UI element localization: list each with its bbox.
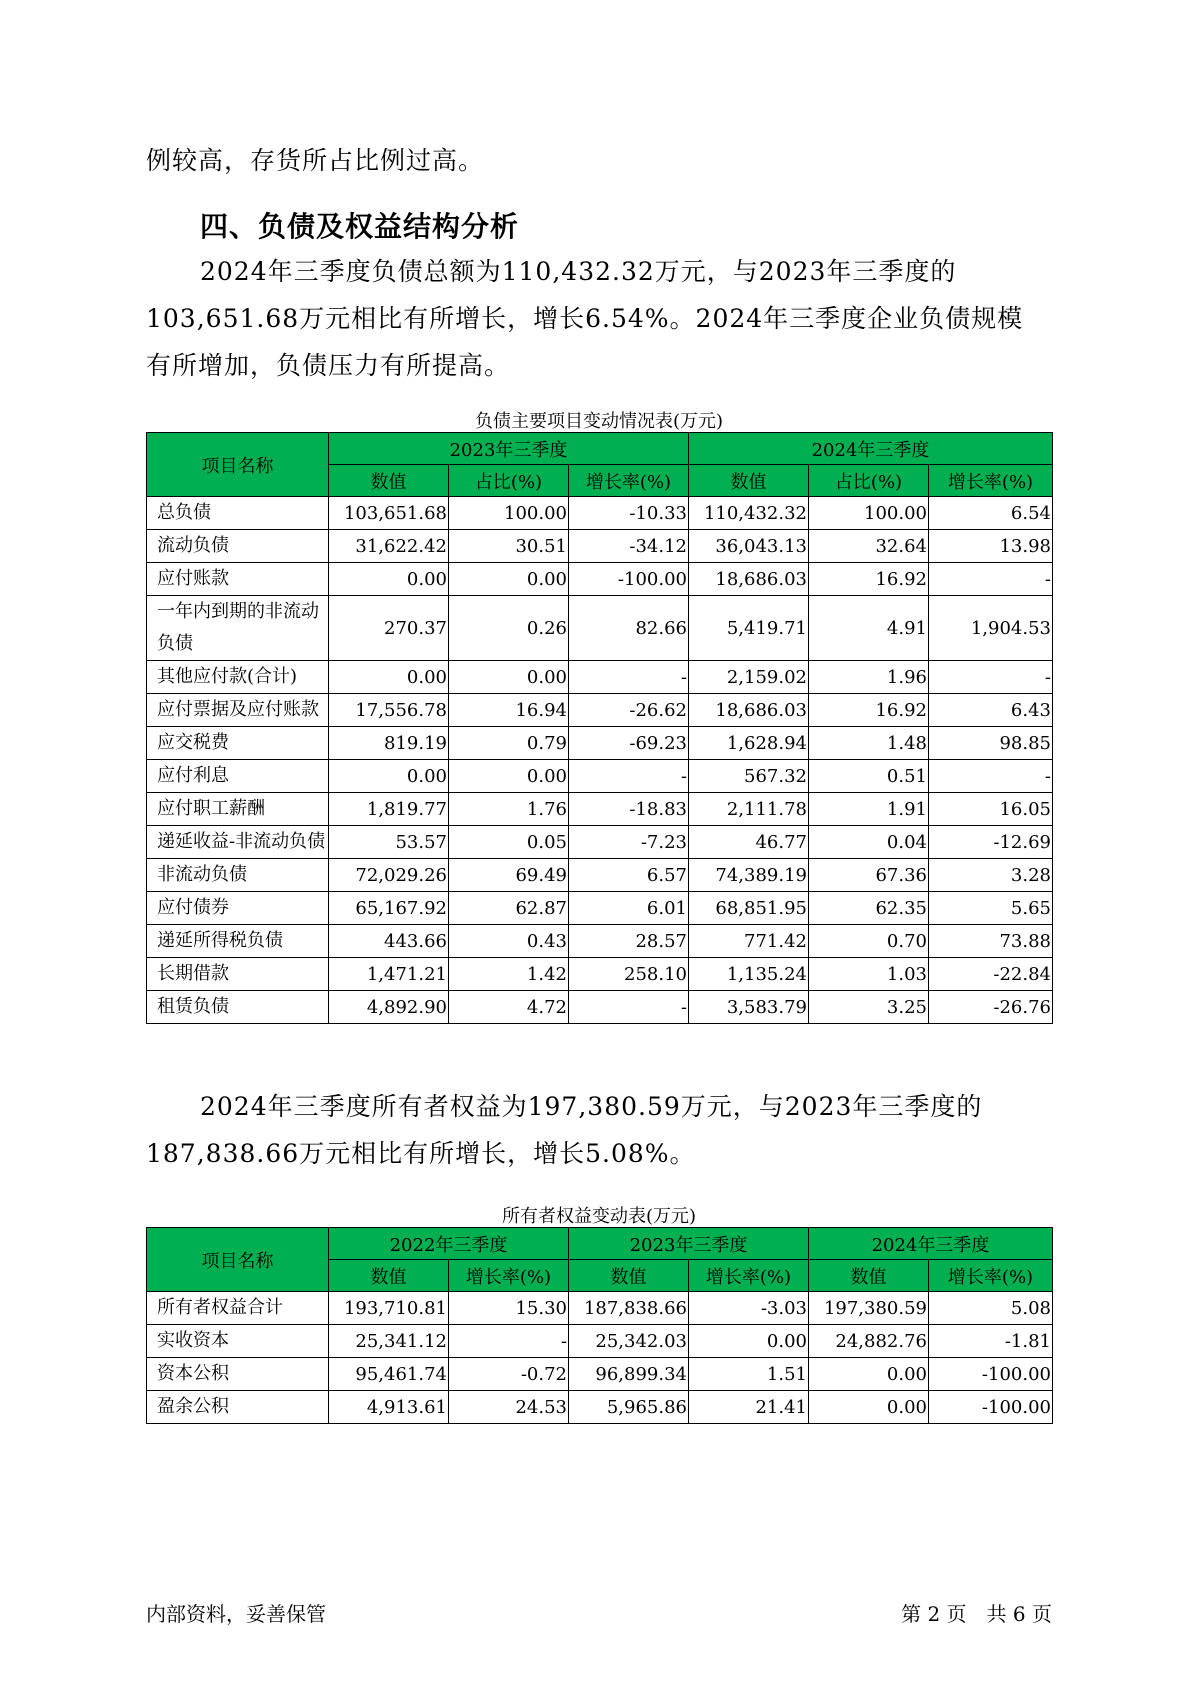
cell-value: 6.43 [929, 694, 1053, 727]
row-name: 应付利息 [147, 760, 329, 793]
cell-value: -1.81 [929, 1325, 1053, 1358]
cell-value: 13.98 [929, 530, 1053, 563]
cell-value: 1,135.24 [689, 958, 809, 991]
table-row [147, 892, 1053, 925]
row-name: 递延收益-非流动负债 [147, 826, 329, 859]
cell-value: -10.33 [569, 497, 689, 530]
cell-value: 46.77 [689, 826, 809, 859]
sub-header: 占比(%) [809, 465, 929, 497]
cell-value: 5.08 [929, 1292, 1053, 1325]
cell-value: 25,341.12 [329, 1325, 449, 1358]
cell-value: - [569, 760, 689, 793]
cell-value: 16.94 [449, 694, 569, 727]
table-row [147, 925, 1053, 958]
cell-value: 0.00 [689, 1325, 809, 1358]
cell-value: 17,556.78 [329, 694, 449, 727]
cell-value: -100.00 [929, 1391, 1053, 1424]
table1-caption: 负债主要项目变动情况表(万元) [474, 411, 724, 432]
period-header: 2023年三季度 [569, 1228, 809, 1260]
cell-value: -100.00 [929, 1358, 1053, 1391]
row-name: 应付职工薪酬 [147, 793, 329, 826]
table-row [147, 1292, 1053, 1325]
cell-value: 567.32 [689, 760, 809, 793]
row-name: 总负债 [147, 497, 329, 530]
cell-value: 0.05 [449, 826, 569, 859]
period-header: 2023年三季度 [329, 433, 689, 465]
cell-value: 3.28 [929, 859, 1053, 892]
cell-value: -12.69 [929, 826, 1053, 859]
footer-confidential: 内部资料，妥善保管 [146, 1602, 326, 1626]
sub-header: 数值 [569, 1260, 689, 1292]
table-row [147, 760, 1053, 793]
cell-value: 67.36 [809, 859, 929, 892]
cell-value: 5,965.86 [569, 1391, 689, 1424]
cell-value: 1.03 [809, 958, 929, 991]
table-row [147, 727, 1053, 760]
cell-value: 69.49 [449, 859, 569, 892]
table-row [147, 1325, 1053, 1358]
row-name: 一年内到期的非流动负债 [147, 596, 329, 661]
cell-value: 62.35 [809, 892, 929, 925]
sub-header: 增长率(%) [689, 1260, 809, 1292]
table-row [147, 793, 1053, 826]
sub-header: 增长率(%) [449, 1260, 569, 1292]
cell-value: 5.65 [929, 892, 1053, 925]
row-name: 递延所得税负债 [147, 925, 329, 958]
section-heading: 四、负债及权益结构分析 [200, 210, 520, 243]
cell-value: 98.85 [929, 727, 1053, 760]
liabilities-table [146, 432, 1053, 1024]
row-name: 非流动负债 [147, 859, 329, 892]
row-name: 其他应付款(合计) [147, 661, 329, 694]
cell-value: 100.00 [809, 497, 929, 530]
cell-value: 0.51 [809, 760, 929, 793]
cell-value: 36,043.13 [689, 530, 809, 563]
cell-value: 1,628.94 [689, 727, 809, 760]
sub-header: 增长率(%) [929, 1260, 1053, 1292]
cell-value: 3.25 [809, 991, 929, 1024]
cell-value: 4,913.61 [329, 1391, 449, 1424]
cell-value: 0.00 [449, 563, 569, 596]
cell-value: 1.42 [449, 958, 569, 991]
cell-value: 32.64 [809, 530, 929, 563]
row-name: 盈余公积 [147, 1391, 329, 1424]
cell-value: 30.51 [449, 530, 569, 563]
row-name: 流动负债 [147, 530, 329, 563]
cell-value: - [569, 991, 689, 1024]
cell-value: 16.92 [809, 563, 929, 596]
cell-value: 1.76 [449, 793, 569, 826]
cell-value: 2,159.02 [689, 661, 809, 694]
period-header: 2024年三季度 [689, 433, 1053, 465]
cell-value: -22.84 [929, 958, 1053, 991]
cell-value: 187,838.66 [569, 1292, 689, 1325]
cell-value: - [929, 760, 1053, 793]
cell-value: 0.04 [809, 826, 929, 859]
sub-header: 数值 [329, 1260, 449, 1292]
cell-value: 3,583.79 [689, 991, 809, 1024]
table-row [147, 1391, 1053, 1424]
cell-value: 6.01 [569, 892, 689, 925]
row-name: 应交税费 [147, 727, 329, 760]
table-row [147, 563, 1053, 596]
item-name-header: 项目名称 [147, 433, 329, 497]
sub-header: 数值 [809, 1260, 929, 1292]
sub-header: 增长率(%) [569, 465, 689, 497]
sub-header: 占比(%) [449, 465, 569, 497]
cell-value: 6.54 [929, 497, 1053, 530]
table-row [147, 661, 1053, 694]
footer-page-number: 第 2 页 共 6 页 [901, 1602, 1052, 1626]
cell-value: 0.00 [329, 563, 449, 596]
table-row [147, 530, 1053, 563]
cell-value: 1.51 [689, 1358, 809, 1391]
cell-value: -0.72 [449, 1358, 569, 1391]
equity-table [146, 1227, 1053, 1424]
cell-value: 0.00 [809, 1358, 929, 1391]
cell-value: 771.42 [689, 925, 809, 958]
item-name-header: 项目名称 [147, 1228, 329, 1292]
row-name: 应付账款 [147, 563, 329, 596]
cell-value: 6.57 [569, 859, 689, 892]
cell-value: 1,904.53 [929, 596, 1053, 661]
cell-value: 21.41 [689, 1391, 809, 1424]
row-name: 实收资本 [147, 1325, 329, 1358]
cell-value: 18,686.03 [689, 563, 809, 596]
cell-value: 258.10 [569, 958, 689, 991]
cell-value: 53.57 [329, 826, 449, 859]
row-name: 应付票据及应付账款 [147, 694, 329, 727]
row-name: 资本公积 [147, 1358, 329, 1391]
sub-header: 增长率(%) [929, 465, 1053, 497]
row-name: 应付债券 [147, 892, 329, 925]
cell-value: 28.57 [569, 925, 689, 958]
cell-value: 0.70 [809, 925, 929, 958]
cell-value: 82.66 [569, 596, 689, 661]
sub-header: 数值 [329, 465, 449, 497]
cell-value: 62.87 [449, 892, 569, 925]
table-row [147, 958, 1053, 991]
cell-value: -18.83 [569, 793, 689, 826]
cell-value: 0.26 [449, 596, 569, 661]
table-row [147, 497, 1053, 530]
period-header: 2024年三季度 [809, 1228, 1053, 1260]
paragraph-equity [146, 1083, 1046, 1177]
cell-value: 103,651.68 [329, 497, 449, 530]
cell-value: 95,461.74 [329, 1358, 449, 1391]
cell-value: 68,851.95 [689, 892, 809, 925]
cell-value: 16.05 [929, 793, 1053, 826]
row-name: 长期借款 [147, 958, 329, 991]
cell-value: - [449, 1325, 569, 1358]
cell-value: 4.91 [809, 596, 929, 661]
row-name: 所有者权益合计 [147, 1292, 329, 1325]
cell-value: 193,710.81 [329, 1292, 449, 1325]
cell-value: 74,389.19 [689, 859, 809, 892]
cell-value: 100.00 [449, 497, 569, 530]
cell-value: -69.23 [569, 727, 689, 760]
table-row [147, 859, 1053, 892]
paragraph-equity-text: 2024年三季度所有者权益为197,380.59万元，与2023年三季度的187,838.66万元相比有所增长，增长5.08%。 [146, 1092, 983, 1168]
cell-value: -34.12 [569, 530, 689, 563]
cell-value: 73.88 [929, 925, 1053, 958]
cell-value: 0.43 [449, 925, 569, 958]
row-name: 租赁负债 [147, 991, 329, 1024]
cell-value: - [929, 661, 1053, 694]
cell-value: 5,419.71 [689, 596, 809, 661]
table-row [147, 991, 1053, 1024]
cell-value: -26.62 [569, 694, 689, 727]
cell-value: 1.48 [809, 727, 929, 760]
cell-value: 65,167.92 [329, 892, 449, 925]
cell-value: 18,686.03 [689, 694, 809, 727]
cell-value: 24,882.76 [809, 1325, 929, 1358]
period-header: 2022年三季度 [329, 1228, 569, 1260]
cell-value: 0.00 [449, 661, 569, 694]
cell-value: 1,819.77 [329, 793, 449, 826]
table-row [147, 826, 1053, 859]
cell-value: 0.79 [449, 727, 569, 760]
cell-value: 24.53 [449, 1391, 569, 1424]
cell-value: 4.72 [449, 991, 569, 1024]
cell-value: -26.76 [929, 991, 1053, 1024]
cell-value: 1.91 [809, 793, 929, 826]
cell-value: 0.00 [329, 760, 449, 793]
cell-value: 16.92 [809, 694, 929, 727]
cell-value: 110,432.32 [689, 497, 809, 530]
cell-value: 0.00 [809, 1391, 929, 1424]
cell-value: 72,029.26 [329, 859, 449, 892]
cell-value: - [929, 563, 1053, 596]
cell-value: 4,892.90 [329, 991, 449, 1024]
cell-value: 2,111.78 [689, 793, 809, 826]
table-row [147, 1358, 1053, 1391]
cell-value: 197,380.59 [809, 1292, 929, 1325]
paragraph-liabilities [146, 248, 1046, 389]
cell-value: 0.00 [449, 760, 569, 793]
cell-value: -100.00 [569, 563, 689, 596]
cell-value: 31,622.42 [329, 530, 449, 563]
cell-value: 819.19 [329, 727, 449, 760]
cell-value: 1.96 [809, 661, 929, 694]
paragraph-continuation: 例较高，存货所占比例过高。 [146, 146, 485, 175]
cell-value: 443.66 [329, 925, 449, 958]
cell-value: 270.37 [329, 596, 449, 661]
cell-value: 0.00 [329, 661, 449, 694]
paragraph-liabilities-text: 2024年三季度负债总额为110,432.32万元，与2023年三季度的103,651.68万元相比有所增长，增长6.54%。2024年三季度企业负债规模有所增加，负债压力有所提高。 [146, 257, 1024, 380]
cell-value: - [569, 661, 689, 694]
cell-value: -7.23 [569, 826, 689, 859]
table2-caption: 所有者权益变动表(万元) [501, 1206, 697, 1227]
cell-value: 1,471.21 [329, 958, 449, 991]
cell-value: 96,899.34 [569, 1358, 689, 1391]
cell-value: 25,342.03 [569, 1325, 689, 1358]
sub-header: 数值 [689, 465, 809, 497]
cell-value: -3.03 [689, 1292, 809, 1325]
table-row [147, 694, 1053, 727]
cell-value: 15.30 [449, 1292, 569, 1325]
table-row [147, 596, 1053, 661]
